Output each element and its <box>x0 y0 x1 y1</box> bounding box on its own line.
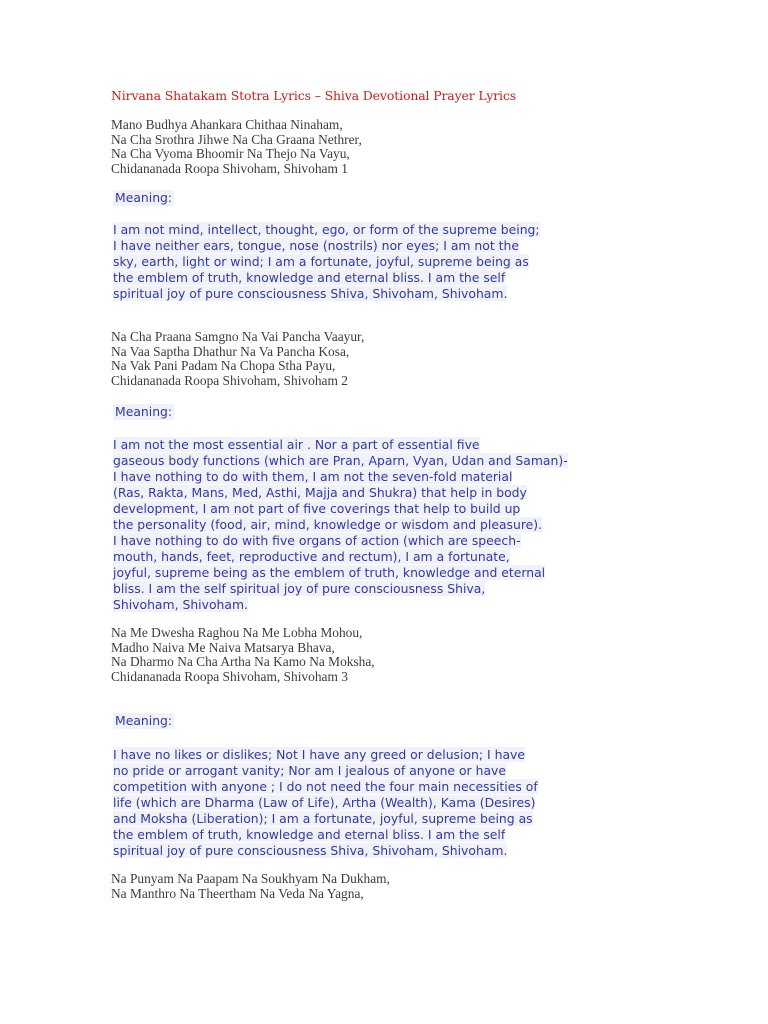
verse-2 <box>111 330 364 389</box>
verse-line: Na Cha Vyoma Bhoomir Na Thejo Na Vayu, <box>111 146 350 162</box>
meaning-line: competition with anyone ; I do not need the four main necessities of <box>113 779 538 794</box>
meaning-text-3 <box>113 747 538 859</box>
meaning-line: I am not the most essential air . Nor a part of essential five <box>113 437 480 452</box>
meaning-line: the emblem of truth, knowledge and eternal bliss. I am the self <box>113 270 506 285</box>
page-title: Nirvana Shatakam Stotra Lyrics – Shiva Devotional Prayer Lyrics <box>111 88 517 103</box>
meaning-line: I have neither ears, tongue, nose (nostrils) nor eyes; I am not the <box>113 238 519 253</box>
verse-line: Madho Naiva Me Naiva Matsarya Bhava, <box>111 639 335 655</box>
meaning-line: joyful, supreme being as the emblem of truth, knowledge and eternal <box>113 565 546 580</box>
verse-line: Na Manthro Na Theertham Na Veda Na Yagna, <box>111 885 364 901</box>
meaning-line: I have nothing to do with them, I am not the seven-fold material <box>113 469 513 484</box>
meaning-line: and Moksha (Liberation); I am a fortunate, joyful, supreme being as <box>113 811 533 826</box>
meaning-line: life (which are Dharma (Law of Life), Artha (Wealth), Kama (Desires) <box>113 795 536 810</box>
verse-line: Chidananada Roopa Shivoham, Shivoham 1 <box>111 161 348 177</box>
meaning-line: the emblem of truth, knowledge and eternal bliss. I am the self <box>113 827 506 842</box>
meaning-text-1 <box>113 222 540 302</box>
meaning-line: Shivoham, Shivoham. <box>113 597 248 612</box>
verse-line: Chidananada Roopa Shivoham, Shivoham 3 <box>111 669 348 685</box>
meaning-text-2 <box>113 437 568 613</box>
meaning-line: mouth, hands, feet, reproductive and rectum), I am a fortunate, <box>113 549 510 564</box>
meaning-line: gaseous body functions (which are Pran, Aparn, Vyan, Udan and Saman)- <box>113 453 568 468</box>
verse-line: Na Cha Srothra Jihwe Na Cha Graana Nethrer, <box>111 131 362 147</box>
verse-line: Na Dharmo Na Cha Artha Na Kamo Na Moksha, <box>111 654 375 670</box>
meaning-line: spiritual joy of pure consciousness Shiva, Shivoham, Shivoham. <box>113 286 508 301</box>
verse-3 <box>111 626 375 685</box>
meaning-line: spiritual joy of pure consciousness Shiva, Shivoham, Shivoham. <box>113 843 508 858</box>
meaning-line: sky, earth, light or wind; I am a fortunate, joyful, supreme being as <box>113 254 529 269</box>
verse-line: Mano Budhya Ahankara Chithaa Ninaham, <box>111 117 343 132</box>
meaning-line: no pride or arrogant vanity; Nor am I jealous of anyone or have <box>113 763 506 778</box>
meaning-line: I have nothing to do with five organs of action (which are speech- <box>113 533 521 548</box>
meaning-line: development, I am not part of five coverings that help to build up <box>113 501 521 516</box>
verse-line: Na Cha Praana Samgno Na Vai Pancha Vaayur, <box>111 329 365 344</box>
meaning-label: Meaning: <box>115 404 173 419</box>
meaning-line: bliss. I am the self spiritual joy of pure consciousness Shiva, <box>113 581 486 596</box>
verse-line: Chidananada Roopa Shivoham, Shivoham 2 <box>111 373 348 389</box>
meaning-label: Meaning: <box>115 190 173 205</box>
meaning-label: Meaning: <box>115 713 173 728</box>
verse-line: Na Me Dwesha Raghou Na Me Lobha Mohou, <box>111 625 363 640</box>
meaning-line: (Ras, Rakta, Mans, Med, Asthi, Majja and Shukra) that help in body <box>113 485 527 500</box>
meaning-line: the personality (food, air, mind, knowledge or wisdom and pleasure). <box>113 517 543 532</box>
meaning-line: I am not mind, intellect, thought, ego, or form of the supreme being; <box>113 222 540 237</box>
verse-line: Na Vak Pani Padam Na Chopa Stha Payu, <box>111 358 336 374</box>
verse-line: Na Punyam Na Paapam Na Soukhyam Na Dukham, <box>111 871 390 886</box>
verse-1 <box>111 118 362 177</box>
verse-4 <box>111 872 390 901</box>
verse-line: Na Vaa Saptha Dhathur Na Va Pancha Kosa, <box>111 343 350 359</box>
meaning-line: I have no likes or dislikes; Not I have any greed or delusion; I have <box>113 747 525 762</box>
